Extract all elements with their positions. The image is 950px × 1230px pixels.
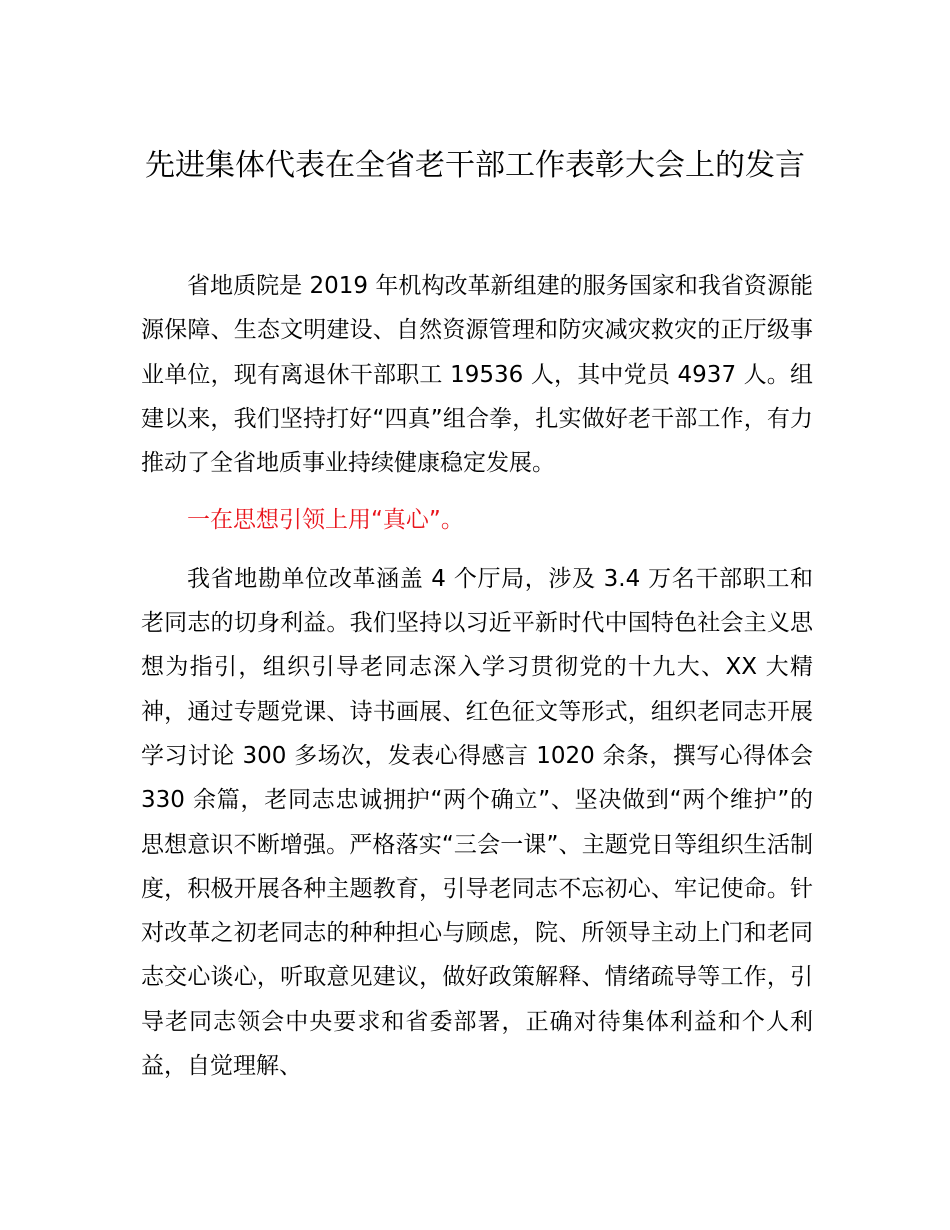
- document-title: 先进集体代表在全省老干部工作表彰大会上的发言: [145, 148, 805, 183]
- body-paragraph: 我省地勘单位改革涵盖 4 个厅局，涉及 3.4 万名干部职工和老同志的切身利益。我们坚持以习近平新时代中国特色社会主义思想为指引，组织引导老同志深入学习贯彻党的十九大、XX 大精神，通过专题党课、诗书画展、红色征文等形式，组织老同志开展学习讨论 300 多场次，发表心得感言 1020 余条，撰写心得体会 330 余篇，老同志忠诚拥护“两个确立”、坚决做到“两个维护”的思想意识不断增强。严格落实“三会一课”、主题党日等组织生活制度，积极开展各种主题教育，引导老同志不忘初心、牢记使命。针对改革之初老同志的种种担心与顾虑，院、所领导主动上门和老同志交心谈心，听取意见建议，做好政策解释、情绪疏导等工作，引导老同志领会中央要求和省委部署，正确对待集体利益和个人利益，自觉理解、: [141, 565, 813, 1080]
- document-body: [141, 264, 813, 1088]
- section-heading: 一在思想引领上用“真心”。: [187, 507, 464, 534]
- intro-paragraph: 省地质院是 2019 年机构改革新组建的服务国家和我省资源能源保障、生态文明建设、自然资源管理和防灾减灾救灾的正厅级事业单位，现有离退休干部职工 19536 人，其中党员 4937 人。组建以来，我们坚持打好“四真”组合拳，扎实做好老干部工作，有力推动了全省地质事业持续健康稳定发展。: [141, 273, 813, 477]
